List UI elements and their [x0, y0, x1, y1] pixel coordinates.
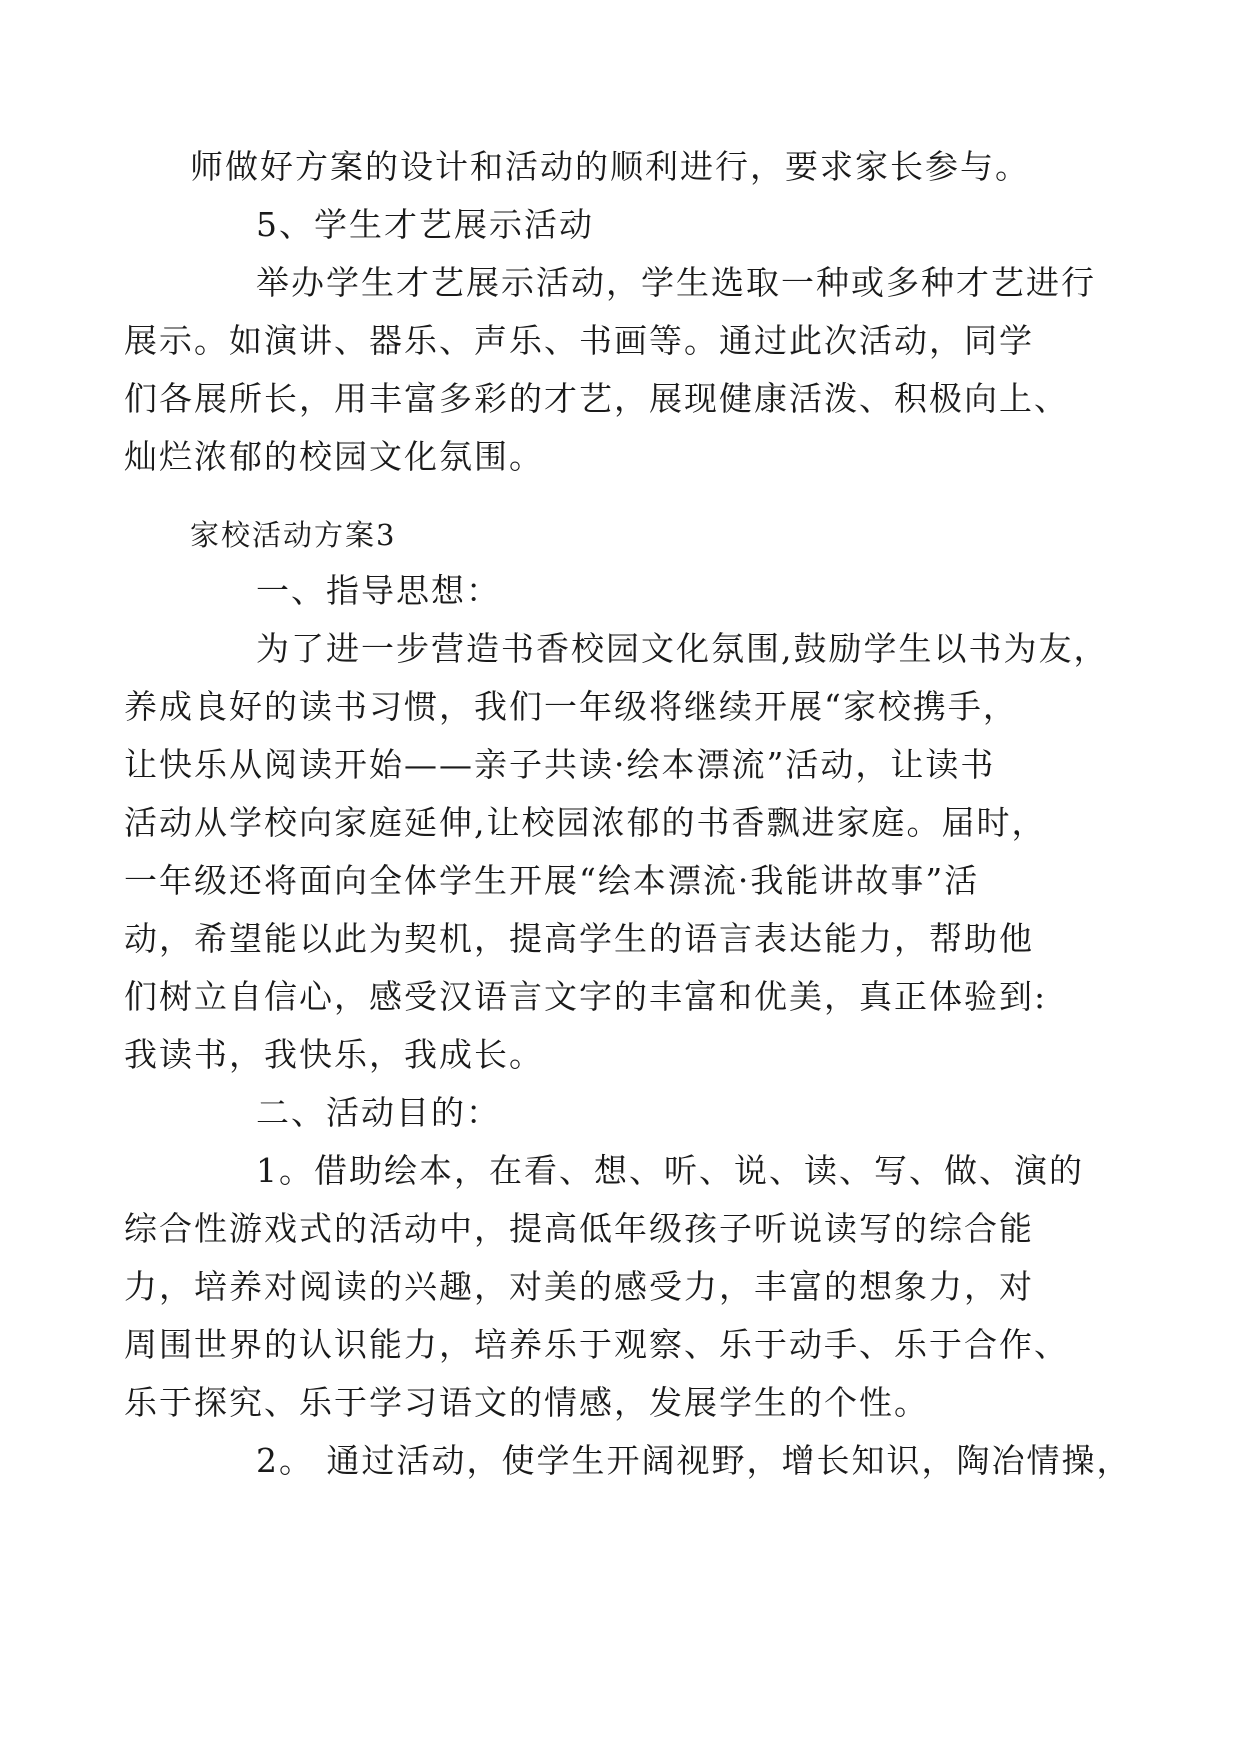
text-line: 们各展所长，用丰富多彩的才艺，展现健康活泼、积极向上、: [124, 379, 1069, 418]
text-line: 养成良好的读书习惯，我们一年级将继续开展“家校携手，: [124, 687, 1018, 726]
text-line: 乐于探究、乐于学习语文的情感，发展学生的个性。: [124, 1383, 929, 1422]
text-block-top: [124, 138, 1096, 486]
text-line: 综合性游戏式的活动中，提高低年级孩子听说读写的综合能: [124, 1209, 1034, 1248]
text-line: 5、学生才艺展示活动: [256, 205, 594, 244]
text-line: 一年级还将面向全体学生开展“绘本漂流·我能讲故事”活: [124, 861, 980, 900]
paragraph: [190, 1084, 1060, 1142]
paragraph: [124, 254, 1096, 486]
paragraph: [190, 196, 1060, 254]
section-title: 家校活动方案3: [190, 518, 397, 552]
section-title-container: [190, 505, 1060, 564]
text-line: 们树立自信心，感受汉语言文字的丰富和优美，真正体验到:: [124, 977, 1048, 1016]
text-line: 为了进一步营造书香校园文化氛围,鼓励学生以书为友，: [256, 629, 1109, 668]
paragraph: [190, 138, 1060, 196]
paragraph: [190, 1432, 1132, 1490]
text-line: 力，培养对阅读的兴趣，对美的感受力，丰富的想象力，对: [124, 1267, 1034, 1306]
text-line: 活动从学校向家庭延伸,让校园浓郁的书香飘进家庭。届时，: [124, 803, 1047, 842]
text-line: 二、活动目的：: [256, 1093, 501, 1132]
text-line: 周围世界的认识能力，培养乐于观察、乐于动手、乐于合作、: [124, 1325, 1069, 1364]
paragraph: [190, 562, 1060, 620]
text-line: 一、指导思想：: [256, 571, 501, 610]
text-block-bottom: [124, 562, 1132, 1490]
text-line: 师做好方案的设计和活动的顺利进行，要求家长参与。: [190, 147, 1030, 186]
paragraph: [124, 1142, 1084, 1432]
text-line: 展示。如演讲、器乐、声乐、书画等。通过此次活动，同学: [124, 321, 1034, 360]
text-line: 动，希望能以此为契机，提高学生的语言表达能力，帮助他: [124, 919, 1034, 958]
text-line: 2。 通过活动，使学生开阔视野，增长知识，陶冶情操，: [256, 1441, 1132, 1480]
text-line: 1。借助绘本，在看、想、听、说、读、写、做、演的: [256, 1151, 1084, 1190]
text-line: 举办学生才艺展示活动，学生选取一种或多种才艺进行: [256, 263, 1096, 302]
text-line: 我读书，我快乐，我成长。: [124, 1035, 544, 1074]
paragraph: [124, 620, 1109, 1084]
text-line: 让快乐从阅读开始——亲子共读·绘本漂流”活动，让读书: [124, 745, 996, 784]
text-line: 灿烂浓郁的校园文化氛围。: [124, 437, 544, 476]
